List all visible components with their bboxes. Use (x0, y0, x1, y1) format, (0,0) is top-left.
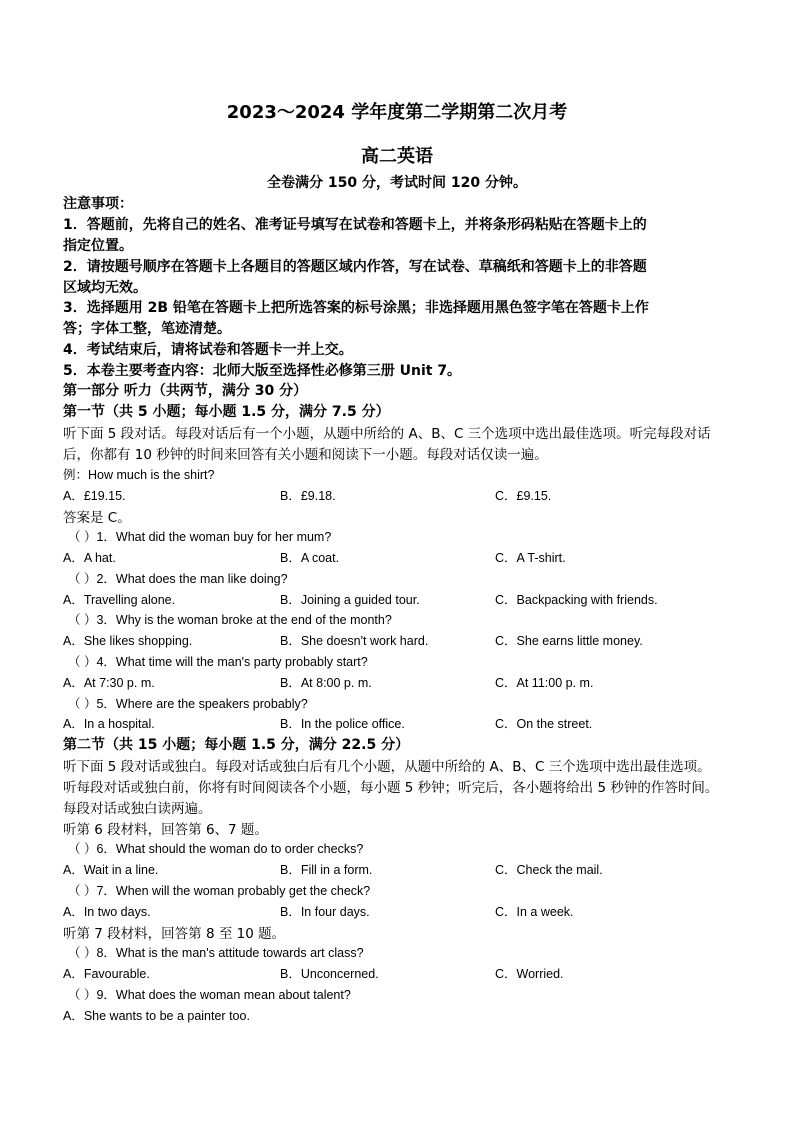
option-a: A．In two days. (63, 905, 151, 919)
option-c: C．Check the mail. (495, 863, 603, 877)
section1-instructions: 听下面 5 段对话。每段对话后有一个小题，从题中所给的 A、B、C 三个选项中选出最佳选项。听完每段对话 (63, 426, 711, 442)
example-options (63, 486, 763, 504)
material-7-label: 听第 7 段材料，回答第 8 至 10 题。 (63, 926, 286, 942)
option-c: C．£9.15. (495, 489, 552, 503)
option-b: B．Unconcerned. (280, 967, 379, 981)
question-6: （ ）6．What should the woman do to order checks? (68, 842, 364, 856)
option-a: A．Favourable. (63, 967, 150, 981)
note-line: 答；字体工整，笔迹清楚。 (63, 321, 231, 337)
option-b: B．Joining a guided tour. (280, 593, 420, 607)
question-3-options (63, 631, 763, 649)
question-7: （ ）7．When will the woman probably get the check? (68, 884, 371, 898)
question-5: （ ）5．Where are the speakers probably? (68, 697, 308, 711)
question-2-options (63, 590, 763, 608)
section2-instructions: 每段对话或独白读两遍。 (63, 801, 212, 817)
option-b: B．At 8:00 p. m. (280, 676, 372, 690)
material-6-label: 听第 6 段材料，回答第 6、7 题。 (63, 822, 268, 838)
option-b: B．A coat. (280, 551, 340, 565)
question-2: （ ）2．What does the man like doing? (68, 572, 288, 586)
note-line: 4．考试结束后，请将试卷和答题卡一并上交。 (63, 342, 353, 358)
note-line: 2．请按题号顺序在答题卡上各题目的答题区域内作答，写在试卷、草稿纸和答题卡上的非答题 (63, 259, 647, 275)
option-a: A．£19.15. (63, 489, 126, 503)
exam-subject: 高二英语 (361, 146, 433, 167)
note-line: 1．答题前，先将自己的姓名、准考证号填写在试卷和答题卡上，并将条形码粘贴在答题卡上的 (63, 217, 647, 233)
note-line: 5．本卷主要考查内容：北师大版至选择性必修第三册 Unit 7。 (63, 363, 462, 379)
exam-title: 2023～2024 学年度第二学期第二次月考 (226, 102, 568, 123)
option-b: B．She doesn't work hard. (280, 634, 429, 648)
question-7-options (63, 902, 763, 920)
option-a: A．She likes shopping. (63, 634, 193, 648)
question-3: （ ）3．Why is the woman broke at the end of the month? (68, 613, 392, 627)
example-question: 例：How much is the shirt? (63, 468, 215, 482)
option-c: C．A T-shirt. (495, 551, 566, 565)
question-5-options (63, 714, 763, 732)
section1-heading: 第一节（共 5 小题；每小题 1.5 分，满分 7.5 分） (63, 404, 390, 420)
score-info: 全卷满分 150 分，考试时间 120 分钟。 (267, 175, 527, 191)
section2-instructions: 听每段对话或独白前，你将有时间阅读各个小题，每小题 5 秒钟；听完后，各小题将给出 5 秒钟的作答时间。 (63, 780, 719, 796)
option-a: A．Wait in a line. (63, 863, 159, 877)
question-4: （ ）4．What time will the man's party probably start? (68, 655, 368, 669)
question-1: （ ）1．What did the woman buy for her mum? (68, 530, 332, 544)
question-1-options (63, 548, 763, 566)
option-a: A．At 7:30 p. m. (63, 676, 155, 690)
notes-heading: 注意事项： (63, 196, 133, 212)
question-8-options (63, 964, 763, 982)
option-a: A．A hat. (63, 551, 116, 565)
option-b: B．£9.18. (280, 489, 336, 503)
option-c: C．She earns little money. (495, 634, 643, 648)
note-line: 指定位置。 (63, 238, 133, 254)
question-8: （ ）8．What is the man's attitude towards art class? (68, 946, 364, 960)
note-line: 区域均无效。 (63, 280, 147, 296)
option-a: A．She wants to be a painter too. (63, 1009, 250, 1023)
question-9: （ ）9．What does the woman mean about talent? (68, 988, 351, 1002)
question-6-options (63, 860, 763, 878)
question-4-options (63, 673, 763, 691)
part1-heading: 第一部分 听力（共两节，满分 30 分） (63, 383, 308, 399)
option-c: C．At 11:00 p. m. (495, 676, 594, 690)
example-answer: 答案是 C。 (63, 510, 131, 526)
option-a: A．In a hospital. (63, 717, 155, 731)
option-c: C．Worried. (495, 967, 564, 981)
option-c: C．On the street. (495, 717, 593, 731)
option-a: A．Travelling alone. (63, 593, 176, 607)
option-c: C．Backpacking with friends. (495, 593, 658, 607)
section1-instructions: 后，你都有 10 秒钟的时间来回答有关小题和阅读下一小题。每段对话仅读一遍。 (63, 447, 548, 463)
option-b: B．In the police office. (280, 717, 405, 731)
section2-instructions: 听下面 5 段对话或独白。每段对话或独白后有几个小题，从题中所给的 A、B、C 三个选项中选出最佳选项。 (63, 759, 711, 775)
option-b: B．In four days. (280, 905, 370, 919)
section2-heading: 第二节（共 15 小题；每小题 1.5 分，满分 22.5 分） (63, 737, 410, 753)
option-b: B．Fill in a form. (280, 863, 373, 877)
option-c: C．In a week. (495, 905, 574, 919)
question-9-options (63, 1006, 763, 1024)
note-line: 3．选择题用 2B 铅笔在答题卡上把所选答案的标号涂黑；非选择题用黑色签字笔在答题卡上作 (63, 300, 649, 316)
